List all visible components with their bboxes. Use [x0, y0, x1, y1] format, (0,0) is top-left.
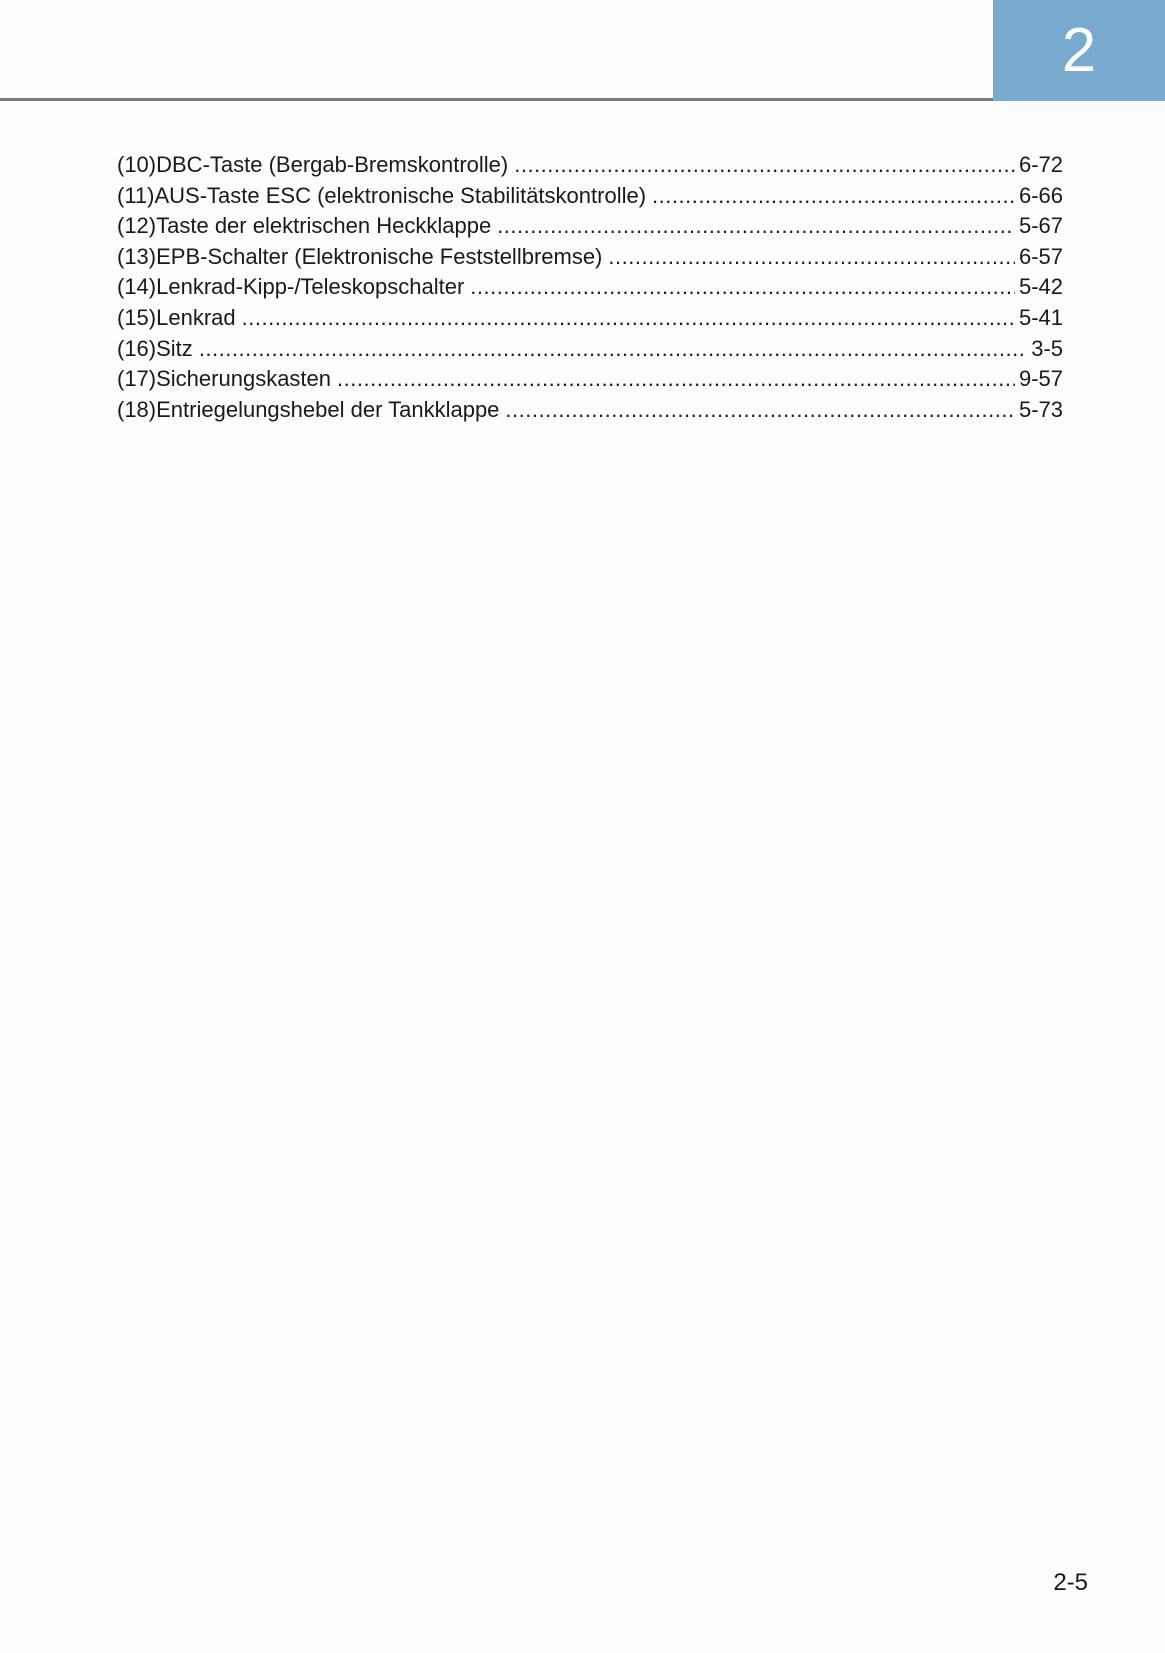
header-rule	[0, 98, 993, 101]
toc-entry-page: 9-57	[1018, 366, 1063, 392]
chapter-tab	[993, 0, 1165, 101]
dot-leader	[337, 364, 1015, 395]
toc-entry[interactable]	[117, 211, 1063, 242]
toc-entry-page: 6-72	[1018, 152, 1063, 177]
toc-list	[117, 150, 1063, 425]
page-number: 2-5	[1053, 1569, 1088, 1596]
toc-entry-number: (15)	[117, 304, 157, 330]
toc-entry-title: Sitz	[156, 335, 193, 361]
dot-leader	[652, 181, 1015, 212]
toc-entry[interactable]	[117, 242, 1063, 273]
toc-entry-page: 3-5	[1031, 335, 1063, 361]
toc-entry-number: (18)	[117, 396, 157, 422]
toc-entry-number: (17)	[117, 366, 157, 392]
toc-entry-title: DBC-Taste (Bergab-Bremskontrolle)	[156, 152, 509, 177]
toc-entry-number: (11)	[117, 182, 155, 208]
toc-entry-title: Lenkrad	[156, 304, 236, 330]
toc-entry-title: Lenkrad-Kipp-/Teleskopschalter	[156, 274, 465, 300]
toc-entry-number: (10)	[117, 152, 157, 177]
toc-entry[interactable]	[117, 150, 1063, 181]
chapter-number: 2	[1061, 16, 1097, 85]
toc-entry-page: 5-73	[1018, 396, 1063, 422]
toc-entry-number: (16)	[117, 335, 157, 361]
dot-leader	[242, 303, 1015, 334]
dot-leader	[497, 211, 1015, 242]
toc-entry-title: Taste der elektrischen Heckklappe	[156, 213, 492, 239]
toc-entry-title: EPB-Schalter (Elektronische Feststellbremse)	[156, 243, 603, 269]
toc-entry-page: 5-41	[1018, 304, 1063, 330]
toc-entry[interactable]	[117, 181, 1063, 212]
dot-leader	[470, 272, 1015, 303]
dot-leader	[199, 334, 1027, 365]
toc-entry-number: (12)	[117, 213, 157, 239]
toc-entry[interactable]	[117, 334, 1063, 365]
toc-entry[interactable]	[117, 395, 1063, 426]
dot-leader	[608, 242, 1015, 273]
toc-entry-title: Entriegelungshebel der Tankklappe	[156, 396, 500, 422]
toc-entry-title: Sicherungskasten	[156, 366, 332, 392]
toc-entry-page: 5-42	[1018, 274, 1063, 300]
toc-entry[interactable]	[117, 364, 1063, 395]
toc-entry[interactable]	[117, 272, 1063, 303]
toc-entry-page: 6-57	[1018, 243, 1063, 269]
toc-entry-title: AUS-Taste ESC (elektronische Stabilitätskontrolle)	[154, 182, 647, 208]
toc-entry[interactable]	[117, 303, 1063, 334]
toc-entry-page: 5-67	[1018, 213, 1063, 239]
toc-entry-number: (14)	[117, 274, 157, 300]
dot-leader	[505, 395, 1015, 426]
toc-entry-page: 6-66	[1018, 182, 1063, 208]
dot-leader	[514, 150, 1015, 181]
toc-entry-number: (13)	[117, 243, 157, 269]
